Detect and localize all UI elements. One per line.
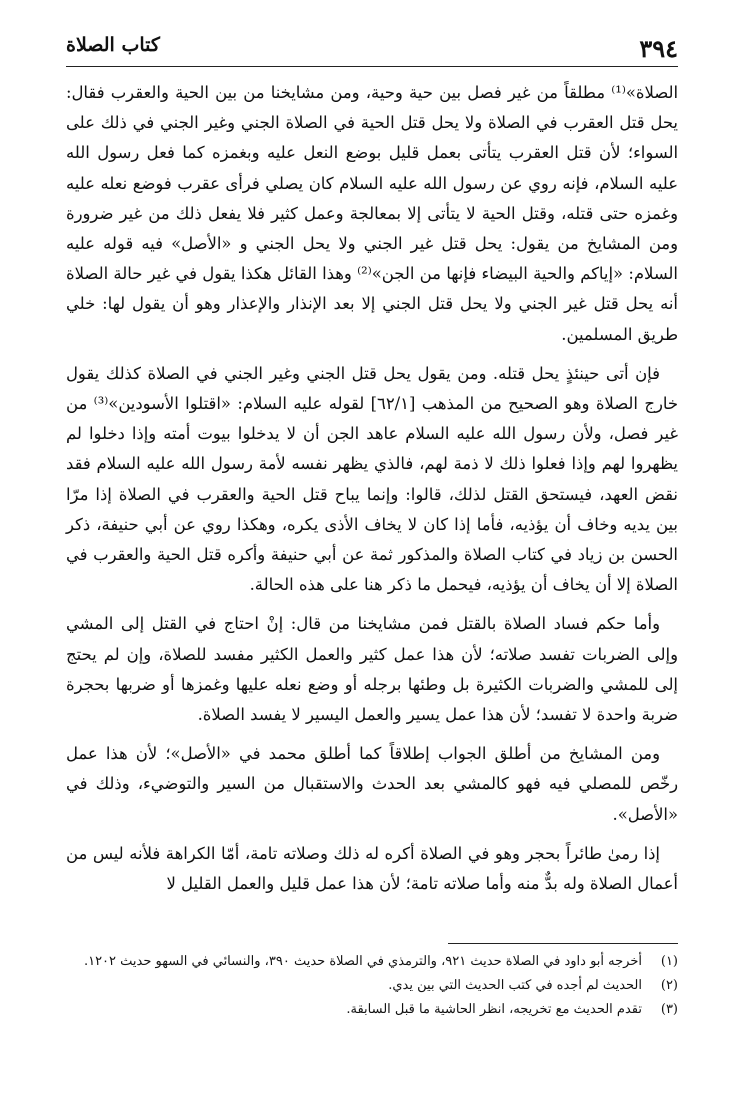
paragraph: ومن المشايخ من أطلق الجواب إطلاقاً كما أطلق محمد في «الأصل»؛ لأن هذا عمل رخّص للمصلي فيه فهو كالمشي بعد الحدث والاستقبال من السير والتوضيء، وذلك في «الأصل». xyxy=(66,744,678,824)
paragraph: فإن أتى حينئذٍ يحل قتله. ومن يقول يحل قتل الجني وغير الجني في الصلاة كذلك يقول خارج الصلاة وهو الصحيح من المذهب [٦٢/١] لقوله عليه السلام: «اقتلوا الأسودين»⁽³⁾ من غير فصل، ولأن رسول الله عليه السلام عاهد الجن أن لا يدخلوا بيوت أمته وإذا دخلوا لم يظهروا لهم وإذا فعلوا ذلك لا ذمة لهم، فالذي يظهر نفسه لأمة رسول الله عليه السلام فقد نقض العهد، فيستحق القتل لذلك، قالوا: وإنما يباح قتل الحية والعقرب في الصلاة إذا مرّا بين يديه وخاف أن يؤذيه، فأما إذا كان لا يخاف الأذى يكره، وهكذا روي عن أبي حنيفة، ذكر الحسن بن زياد في كتاب الصلاة والمذكور ثمة عن أبي حنيفة وأكره قتل الحية والعقرب في الصلاة إلا أن يخاف أن يؤذيه، فيحمل ما ذكر هنا على هذه الحالة. xyxy=(66,363,678,595)
paragraph: وأما حكم فساد الصلاة بالقتل فمن مشايخنا من قال: إنْ احتاج في القتل إلى المشي وإلى الضربات تفسد صلاته؛ لأن هذا عمل كثير والعمل الكثير مفسد للصلاة، وإن لم يحتج إلى للمشي والضربات الكثيرة بل وطئها برجله أو وضع نعله عليها وغمزها أو ضربها بحجرة ضربة واحدة لا تفسد؛ لأن هذا عمل يسير والعمل اليسير لا يفسد الصلاة. xyxy=(66,614,678,725)
footnote xyxy=(66,951,678,973)
paragraph: إذا رمىٰ طائراً بحجر وهو في الصلاة أكره له ذلك وصلاته تامة، أمّا الكراهة فلأنه ليس من أعمال الصلاة وله بدٌّ منه وأما صلاته تامة؛ لأن هذا عمل قليل والعمل القليل لا xyxy=(66,843,678,894)
footnote-text: أخرجه أبو داود في الصلاة حديث ٩٢١، والترمذي في الصلاة حديث ٣٩٠، والنسائي في السهو حديث ١٢٠٢. xyxy=(83,954,642,969)
page-header xyxy=(66,26,678,67)
main-text xyxy=(66,78,678,908)
paragraph: الصلاة»⁽¹⁾ مطلقاً من غير فصل بين حية وحية، ومن مشايخنا من بين الحية والعقرب فقال: يحل قتل العقرب في الصلاة ولا يحل قتل الحية في الصلاة الجني وغير الجني في ذلك على السواء؛ لأن قتل العقرب يتأتى بعمل قليل بوضع النعل عليه وبغمزه كما فعل رسول الله عليه السلام، فإنه روي عن رسول الله عليه السلام كان يصلي فرأى عقرب فوضع نعله عليه وغمزه حتى قتله، وقتل الحية لا يتأتى إلا بمعالجة وعمل كثير فلا يفعل ذلك من غير ضرورة ومن المشايخ من يقول: يحل قتل غير الجني ولا يحل الجني و «الأصل» فيه قوله عليه السلام: «إياكم والحية البيضاء فإنها من الجن»⁽²⁾ وهذا القائل هكذا يقول في غير حالة الصلاة أنه يحل قتل غير الجني ولا يحل قتل الجني إلا بعد الإنذار والإعذار وهو أن يقول لها: خلي طريق المسلمين. xyxy=(66,83,678,344)
footnote-divider xyxy=(448,943,678,944)
footnote-mark: (٢) xyxy=(660,978,678,993)
footnote-mark: (١) xyxy=(660,954,678,969)
running-title: كتاب الصلاة xyxy=(66,34,160,56)
footnote-text: الحديث لم أجده في كتب الحديث التي بين يدي. xyxy=(388,978,642,993)
footnotes xyxy=(66,951,678,1023)
footnote xyxy=(66,999,678,1021)
page-number: ٣٩٤ xyxy=(639,34,678,63)
footnote-text: تقدم الحديث مع تخريجه، انظر الحاشية ما قبل السابقة. xyxy=(346,1002,642,1017)
footnote-mark: (٣) xyxy=(660,1002,678,1017)
footnote xyxy=(66,975,678,997)
